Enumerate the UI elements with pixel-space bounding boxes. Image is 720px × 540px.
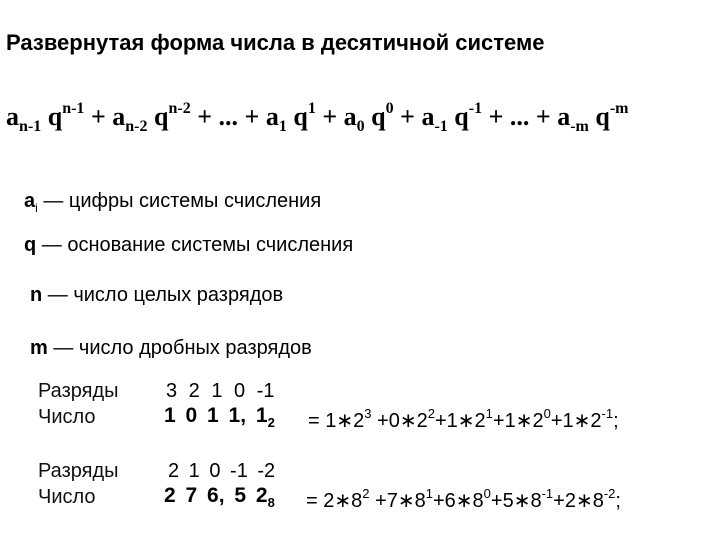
example2-term: ; (615, 490, 621, 512)
example2-term: +7∗8 (369, 490, 426, 512)
formula-term: q (364, 102, 386, 131)
example1-term: +1∗2 (550, 410, 602, 432)
formula-term: q (147, 102, 169, 131)
formula-coefficient: a (557, 102, 571, 131)
formula-term: + ... + (482, 102, 558, 131)
example2-exponent: 0 (483, 486, 491, 501)
legend-ai-symbol: a (24, 190, 36, 212)
legend-q-symbol: q (24, 234, 37, 256)
legend-n (30, 284, 283, 307)
example1-term: = 1∗2 (308, 410, 365, 432)
formula-coefficient-index: n-2 (125, 118, 148, 135)
example1-base: 2 (267, 415, 275, 430)
formula-coefficient-index: 1 (278, 118, 287, 135)
formula-coefficient-index: -m (570, 118, 589, 135)
example1-term: +1∗2 (434, 410, 486, 432)
formula-term: q (41, 102, 63, 131)
example2-number-digits: 2 7 6, 5 2 (164, 484, 268, 507)
example1-term: +1∗2 (492, 410, 544, 432)
legend-q-text: — основание системы счисления (36, 234, 354, 256)
example2-exponent: 1 (425, 486, 433, 501)
expanded-form-formula (6, 100, 628, 136)
example2-ranks-label: Разряды (38, 460, 119, 482)
formula-exponent: n-2 (168, 100, 191, 117)
example2-term: = 2∗8 (306, 490, 363, 512)
example2-number (164, 484, 275, 510)
example1-expansion (308, 406, 619, 433)
example2-exponent: 2 (362, 486, 370, 501)
example2-ranks: 2 1 0 -1 -2 (168, 460, 276, 482)
example1-exponent: 1 (485, 406, 493, 421)
formula-term: + (315, 102, 344, 131)
example1-term: ; (613, 410, 619, 432)
example2-term: +5∗8 (490, 490, 542, 512)
slide-title: Развернутая форма числа в десятичной системе (6, 30, 545, 55)
formula-term: + (84, 102, 113, 131)
example1-exponent: -1 (601, 406, 614, 421)
example1-ranks-label: Разряды (38, 380, 119, 402)
formula-exponent: -m (609, 100, 629, 117)
example1-number-label: Число (38, 406, 96, 428)
formula-coefficient: a (343, 102, 357, 131)
formula-coefficient: a (265, 102, 279, 131)
formula-coefficient: a (6, 102, 19, 131)
formula-coefficient: a (112, 102, 126, 131)
formula-exponent: n-1 (62, 100, 85, 117)
formula-term: q (588, 102, 610, 131)
example1-exponent: 0 (543, 406, 551, 421)
formula-coefficient-index: 0 (356, 118, 365, 135)
example2-base: 8 (267, 495, 275, 510)
legend-n-symbol: n (30, 284, 43, 306)
legend-ai-text: — цифры системы счисления (37, 190, 322, 212)
example2-exponent: -2 (603, 486, 616, 501)
example1-exponent: 2 (427, 406, 435, 421)
example2-term: +6∗8 (432, 490, 484, 512)
formula-exponent: 0 (385, 100, 394, 117)
example2-term: +2∗8 (553, 490, 604, 512)
formula-coefficient-index: n-1 (19, 118, 42, 135)
example2-number-label: Число (38, 486, 96, 508)
formula-coefficient-index: -1 (434, 118, 448, 135)
example2-exponent: -1 (541, 486, 554, 501)
legend-q (24, 234, 353, 257)
legend-ai-subscript: i (35, 201, 38, 215)
formula-term: + ... + (190, 102, 266, 131)
example1-number-digits: 1 0 1 1, 1 (164, 404, 268, 427)
formula-exponent: -1 (468, 100, 483, 117)
formula-exponent: 1 (307, 100, 316, 117)
formula-term: + (393, 102, 422, 131)
legend-m (30, 337, 312, 360)
example1-term: +0∗2 (371, 410, 428, 432)
legend-n-text: — число целых разрядов (42, 284, 284, 306)
formula-term: q (286, 102, 308, 131)
example1-exponent: 3 (364, 406, 372, 421)
example2-expansion (306, 486, 621, 513)
legend-m-symbol: m (30, 337, 48, 359)
example1-number (164, 404, 275, 430)
legend-m-text: — число дробных разрядов (47, 337, 312, 359)
formula-coefficient: a (421, 102, 435, 131)
legend-ai (24, 190, 321, 215)
formula-term: q (447, 102, 469, 131)
example1-ranks: 3 2 1 0 -1 (166, 380, 275, 402)
